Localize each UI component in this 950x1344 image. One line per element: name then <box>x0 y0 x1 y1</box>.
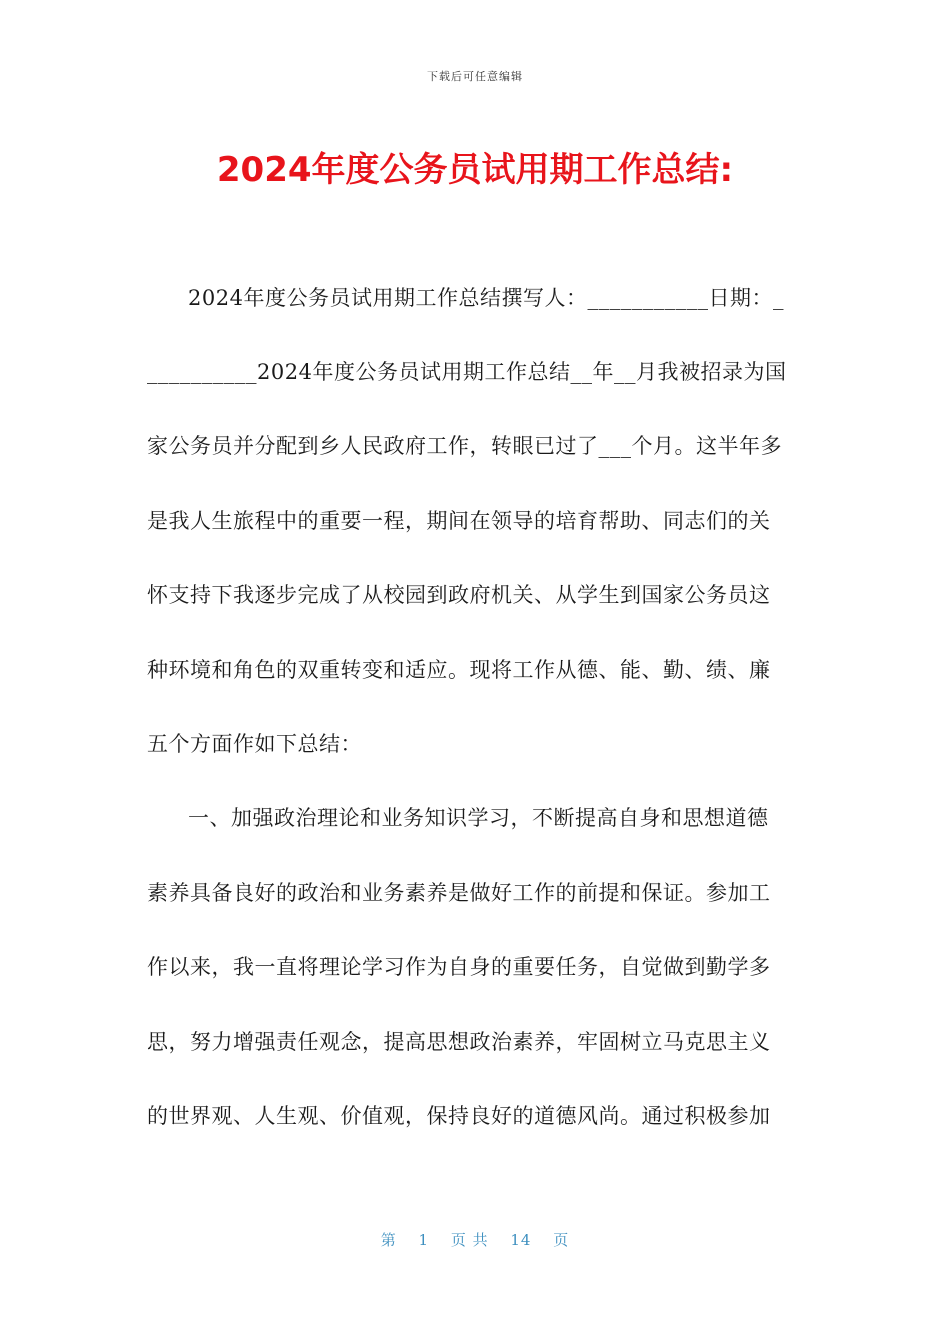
body-line-2: __________2024年度公务员试用期工作总结__年__月我被招录为国 <box>147 360 787 384</box>
body-line-7: 五个方面作如下总结： <box>147 732 362 756</box>
body-line-11: 思，努力增强责任观念，提高思想政治素养，牢固树立马克思主义 <box>147 1030 771 1054</box>
footer-label-pages: 页 <box>553 1231 570 1249</box>
body-line-12: 的世界观、人生观、价值观，保持良好的道德风尚。通过积极参加 <box>147 1104 771 1128</box>
body-line-1: 2024年度公务员试用期工作总结撰写人：___________日期：_ <box>188 286 784 310</box>
body-line-6: 种环境和角色的双重转变和适应。现将工作从德、能、勤、绩、廉 <box>147 658 771 682</box>
body-line-5: 怀支持下我逐步完成了从校园到政府机关、从学生到国家公务员这 <box>147 583 771 607</box>
page-footer <box>0 1229 950 1250</box>
body-line-10: 作以来，我一直将理论学习作为自身的重要任务，自觉做到勤学多 <box>147 955 771 979</box>
body-line-9: 素养具备良好的政治和业务素养是做好工作的前提和保证。参加工 <box>147 881 771 905</box>
footer-current-page: 1 <box>418 1231 430 1249</box>
body-line-8: 一、加强政治理论和业务知识学习，不断提高自身和思想道德 <box>188 806 769 830</box>
footer-label-page: 第 <box>380 1231 397 1249</box>
page-header-note: 下载后可任意编辑 <box>427 70 523 83</box>
footer-total-pages: 14 <box>510 1231 532 1249</box>
body-line-4: 是我人生旅程中的重要一程，期间在领导的培育帮助、同志们的关 <box>147 509 771 533</box>
document-title: 2024年度公务员试用期工作总结: <box>216 150 734 190</box>
footer-label-of: 页 共 <box>450 1231 489 1249</box>
body-line-3: 家公务员并分配到乡人民政府工作，转眼已过了___个月。这半年多 <box>147 434 782 458</box>
